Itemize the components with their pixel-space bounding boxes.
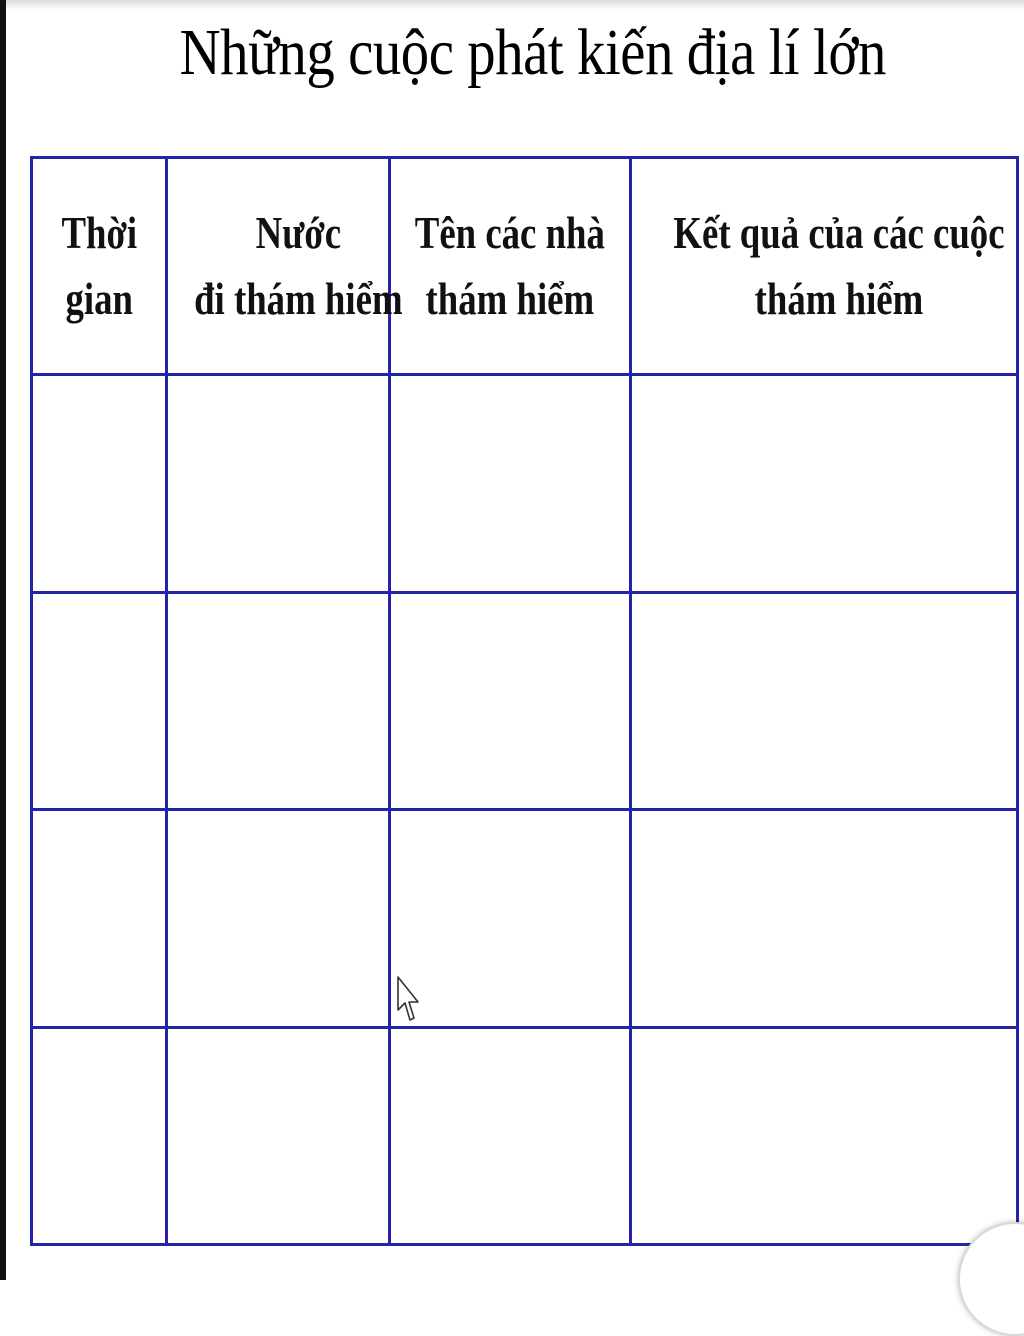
cell-explorers[interactable] <box>390 592 631 810</box>
header-explorers-line1: Tên các nhà <box>414 207 606 258</box>
cell-explorers[interactable] <box>390 375 631 593</box>
header-explorers <box>390 158 631 375</box>
header-country-line2: đi thám hiểm <box>194 273 403 324</box>
cell-results[interactable] <box>631 810 1018 1028</box>
header-results <box>631 158 1018 375</box>
header-country-line1: Nước <box>255 207 342 258</box>
cell-explorers[interactable] <box>390 1027 631 1245</box>
header-time-line2: gian <box>65 273 133 324</box>
cell-time[interactable] <box>32 1027 167 1245</box>
cell-results[interactable] <box>631 375 1018 593</box>
cell-country[interactable] <box>167 375 390 593</box>
table-row <box>32 375 1018 593</box>
table-header-row <box>32 158 1018 375</box>
cell-time[interactable] <box>32 375 167 593</box>
header-results-line1: Kết quả của các cuộc <box>673 207 1005 258</box>
cell-country[interactable] <box>167 592 390 810</box>
table-row <box>32 810 1018 1028</box>
screen-top-shadow <box>6 0 1024 10</box>
header-country <box>167 158 403 375</box>
cell-results[interactable] <box>631 592 1018 810</box>
header-time <box>32 158 167 375</box>
worksheet-table <box>30 156 1019 1246</box>
screen-left-edge <box>0 0 6 1280</box>
header-results-line2: thám hiểm <box>754 273 924 324</box>
mouse-pointer-icon <box>397 976 419 1024</box>
table-row <box>32 592 1018 810</box>
header-explorers-line2: thám hiểm <box>425 273 595 324</box>
page-title: Những cuộc phát kiến địa lí lớn <box>179 16 886 89</box>
header-time-line1: Thời <box>61 207 137 258</box>
cell-time[interactable] <box>32 810 167 1028</box>
cell-country[interactable] <box>167 810 390 1028</box>
cell-country[interactable] <box>167 1027 390 1245</box>
cell-explorers[interactable] <box>390 810 631 1028</box>
cell-time[interactable] <box>32 592 167 810</box>
table-row <box>32 1027 1018 1245</box>
cell-results[interactable] <box>631 1027 1018 1245</box>
